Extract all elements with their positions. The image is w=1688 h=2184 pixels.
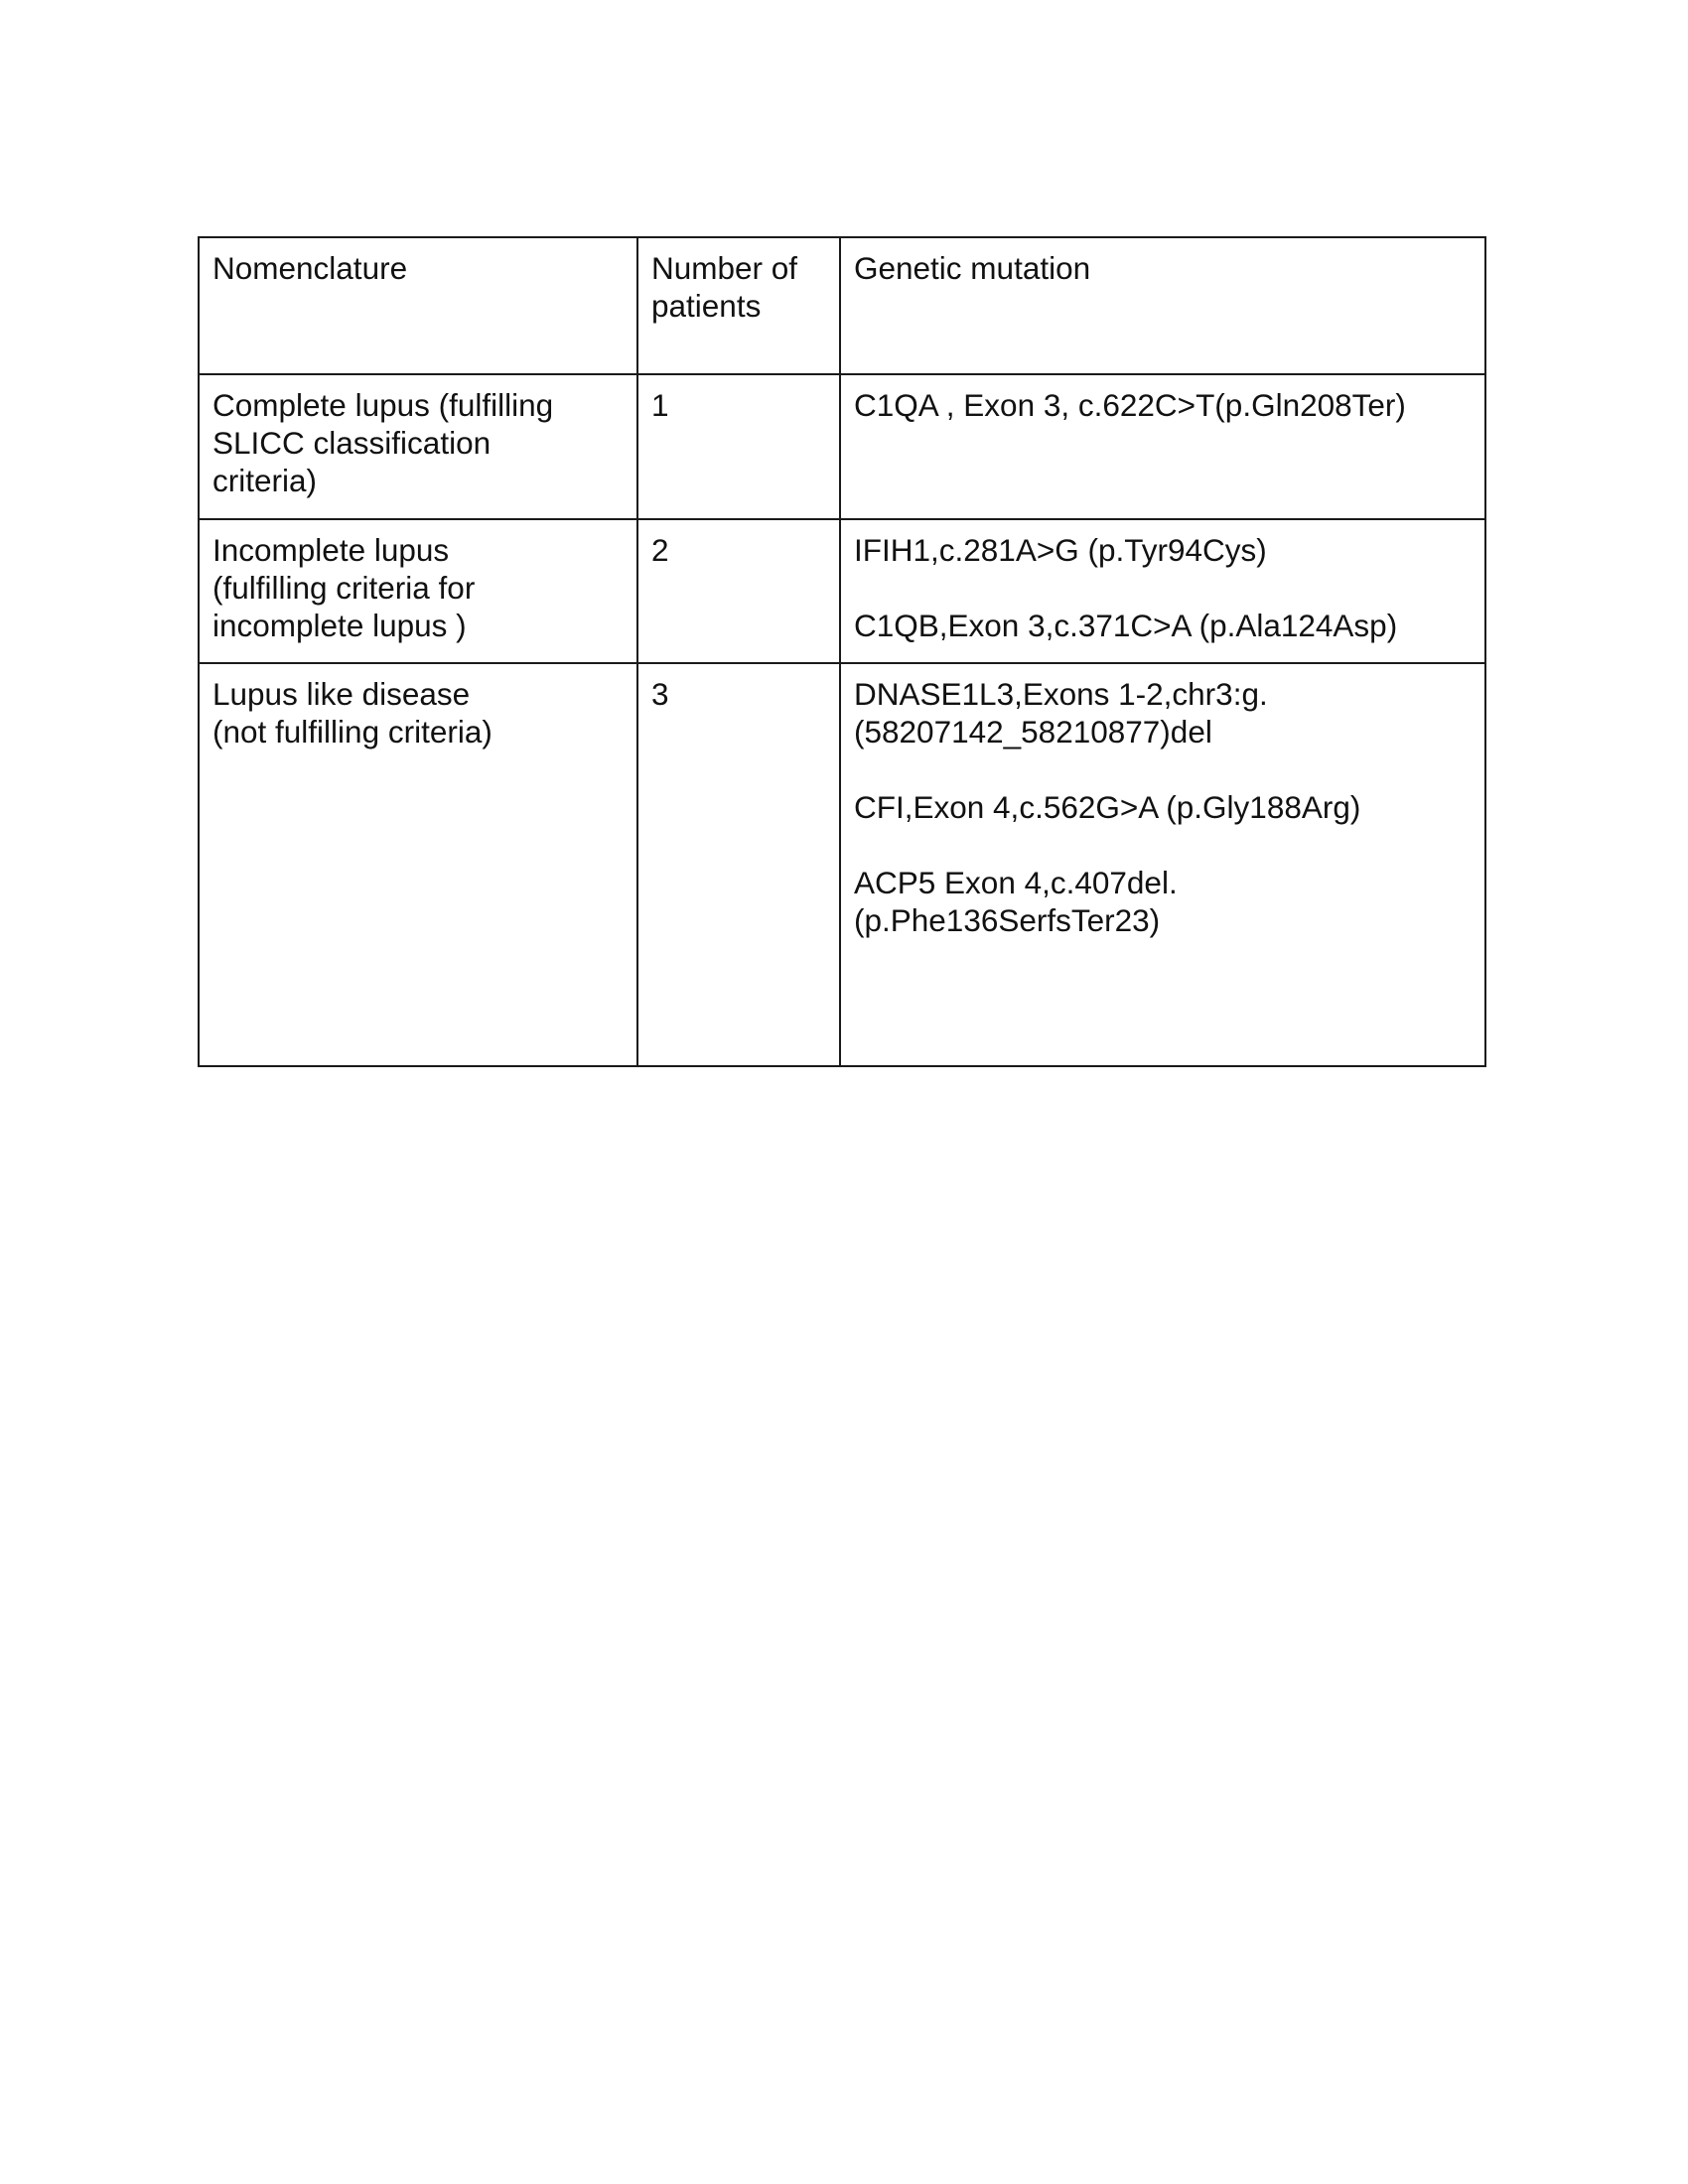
genetic-mutation-table <box>198 236 1486 1067</box>
paragraph-gap <box>854 569 1472 607</box>
paragraph-gap <box>854 826 1472 864</box>
cell-mutation <box>840 663 1485 1066</box>
mutation-line: (58207142_58210877)del <box>854 714 1212 750</box>
cell-nomenclature <box>199 663 637 1066</box>
mutation-line: C1QA , Exon 3, c.622C>T(p.Gln208Ter) <box>854 387 1406 423</box>
mutation-line: ACP5 Exon 4,c.407del. <box>854 865 1178 900</box>
cell-nomenclature <box>199 374 637 519</box>
table-row <box>199 374 1485 519</box>
patient-count: 1 <box>651 387 669 423</box>
nomenclature-line: (not fulfilling criteria) <box>212 714 492 750</box>
mutation-line: DNASE1L3,Exons 1-2,chr3:g. <box>854 676 1268 712</box>
nomenclature-line: Complete lupus (fulfilling <box>212 387 554 423</box>
header-number-of-patients <box>637 237 840 374</box>
nomenclature-line: Lupus like disease <box>212 676 471 712</box>
cell-patients <box>637 519 840 663</box>
header-nomenclature <box>199 237 637 374</box>
nomenclature-line: incomplete lupus ) <box>212 608 467 643</box>
mutation-line: C1QB,Exon 3,c.371C>A (p.Ala124Asp) <box>854 608 1398 643</box>
cell-patients <box>637 374 840 519</box>
header-patients-line-1: Number of <box>651 250 798 286</box>
header-genetic-mutation <box>840 237 1485 374</box>
nomenclature-line: Incomplete lupus <box>212 532 450 568</box>
table-row <box>199 519 1485 663</box>
patient-count: 2 <box>651 532 669 568</box>
header-mutation-text: Genetic mutation <box>854 250 1091 286</box>
table-row <box>199 663 1485 1066</box>
mutation-line: CFI,Exon 4,c.562G>A (p.Gly188Arg) <box>854 789 1361 825</box>
patient-count: 3 <box>651 676 669 712</box>
cell-patients <box>637 663 840 1066</box>
cell-mutation <box>840 374 1485 519</box>
paragraph-gap <box>854 751 1472 788</box>
table-header-row <box>199 237 1485 374</box>
header-patients-line-2: patients <box>651 288 762 324</box>
nomenclature-line: SLICC classification <box>212 425 492 461</box>
cell-nomenclature <box>199 519 637 663</box>
nomenclature-line: (fulfilling criteria for <box>212 570 476 606</box>
nomenclature-line: criteria) <box>212 463 318 498</box>
mutation-line: (p.Phe136SerfsTer23) <box>854 902 1161 938</box>
cell-mutation <box>840 519 1485 663</box>
mutation-line: IFIH1,c.281A>G (p.Tyr94Cys) <box>854 532 1267 568</box>
header-nomenclature-text: Nomenclature <box>212 250 408 286</box>
